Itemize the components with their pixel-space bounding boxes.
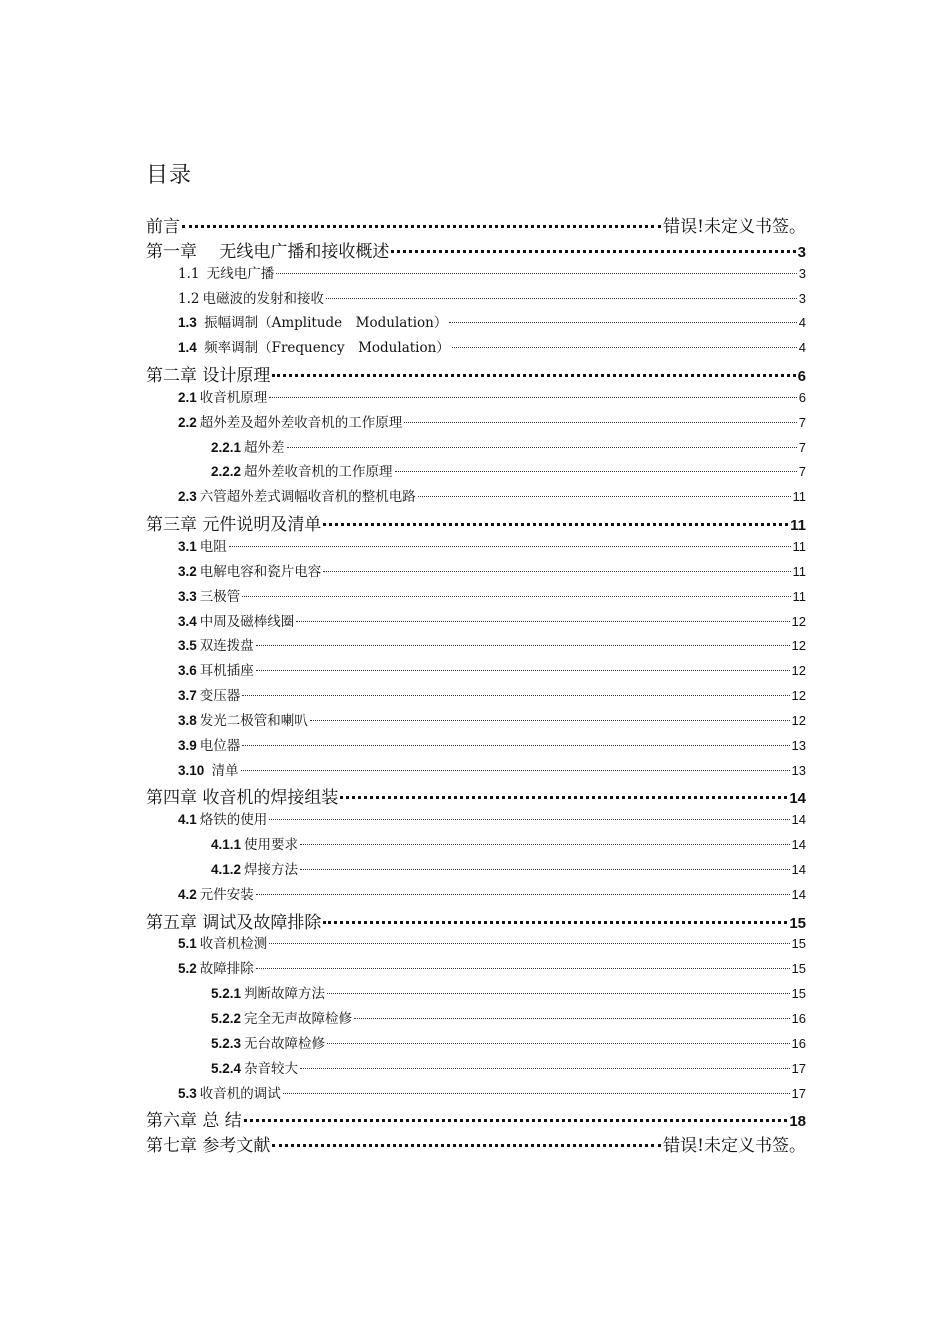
toc-entry-label — [146, 510, 321, 535]
toc-entry-number: 3.2 — [178, 563, 197, 579]
dot-leader — [272, 374, 795, 377]
toc-entry-label — [178, 759, 239, 779]
toc-entry-text: 超外差及超外差收音机的工作原理 — [199, 414, 403, 431]
toc-entry-number: 4.1.2 — [211, 861, 242, 877]
dot-leader — [244, 1119, 788, 1122]
toc-entry-text: 发光二极管和喇叭 — [199, 712, 308, 729]
toc-entry-text: 第一章 无线电广播和接收概述 — [146, 241, 390, 262]
toc-page-number: 14 — [791, 861, 806, 877]
toc-page-number: 14 — [791, 837, 806, 853]
toc-entry-label — [146, 783, 338, 808]
table-of-contents — [146, 212, 806, 1156]
dot-leader — [229, 546, 791, 547]
toc-entry-label — [211, 460, 393, 480]
toc-section-entry[interactable] — [146, 808, 806, 833]
toc-entry-text: 完全无声故障检修 — [244, 1011, 353, 1027]
toc-section-entry[interactable] — [146, 759, 806, 784]
toc-section-entry[interactable] — [146, 585, 806, 610]
toc-page-number: 6 — [798, 389, 806, 405]
toc-entry-label — [178, 411, 402, 431]
toc-entry-number: 3.9 — [178, 737, 197, 753]
toc-page-number: 12 — [791, 688, 806, 704]
dot-leader — [182, 225, 661, 228]
toc-entry-label — [178, 883, 254, 903]
toc-subsection-entry[interactable] — [146, 460, 806, 485]
dot-leader — [300, 844, 790, 845]
toc-section-entry[interactable] — [146, 883, 806, 908]
dot-leader — [310, 720, 790, 721]
toc-entry-label — [178, 709, 308, 729]
dot-leader — [296, 621, 789, 622]
toc-entry-text: 烙铁的使用 — [199, 812, 268, 829]
toc-page-number: 16 — [791, 1035, 806, 1051]
toc-page-number: 17 — [791, 1060, 806, 1076]
toc-page-number: 12 — [791, 663, 806, 679]
toc-entry-label — [146, 212, 180, 237]
toc-page-number: 16 — [791, 1011, 806, 1026]
dot-leader — [323, 921, 787, 924]
dot-leader — [395, 471, 797, 472]
toc-entry-text: 前言 — [146, 217, 180, 237]
toc-section-entry[interactable] — [146, 287, 806, 312]
toc-entry-text: 振幅调制（Amplitude Modulation） — [199, 315, 448, 332]
toc-subsection-entry[interactable] — [146, 1032, 806, 1057]
dot-leader — [418, 496, 791, 497]
toc-entry-text: 无台故障检修 — [244, 1035, 326, 1052]
toc-entry-text: 故障排除 — [199, 961, 254, 978]
toc-entry-label — [178, 957, 254, 977]
dot-leader — [269, 943, 789, 944]
toc-entry-number: 2.1 — [178, 389, 197, 405]
toc-title-text: 目录 — [146, 163, 193, 188]
toc-page-number: 7 — [798, 464, 806, 480]
toc-subsection-entry[interactable] — [146, 982, 806, 1007]
toc-chapter-entry[interactable] — [146, 510, 806, 535]
toc-entry-text: 第六章 总 结 — [146, 1111, 242, 1132]
toc-entry-label — [178, 262, 274, 282]
toc-entry-text: 电解电容和瓷片电容 — [199, 563, 322, 580]
toc-entry-label — [211, 833, 298, 853]
toc-page-number: 11 — [792, 563, 806, 579]
toc-page-number: 错误!未定义书签。 — [663, 217, 806, 237]
toc-section-entry[interactable] — [146, 411, 806, 436]
toc-page-number: 6 — [797, 368, 806, 386]
toc-page-number: 14 — [791, 812, 806, 828]
toc-entry-text: 第五章 调试及故障排除 — [146, 912, 322, 933]
toc-page-number: 11 — [792, 489, 806, 505]
toc-entry-text: 电阻 — [199, 538, 227, 555]
toc-entry-text: 杂音较大 — [244, 1060, 299, 1077]
toc-chapter-entry[interactable] — [146, 361, 806, 386]
toc-entry-label — [146, 361, 270, 386]
dot-leader — [242, 745, 789, 746]
toc-page-number: 3 — [798, 265, 806, 281]
toc-entry-text: 判断故障方法 — [244, 986, 326, 1003]
dot-leader — [391, 250, 795, 253]
toc-entry-label — [178, 634, 254, 654]
toc-page-number: 14 — [789, 790, 806, 808]
toc-entry-number: 2.2.1 — [211, 439, 242, 455]
dot-leader — [354, 1018, 790, 1019]
toc-entry-number: 5.2.3 — [211, 1035, 242, 1051]
toc-entry-text: 第二章 设计原理 — [146, 366, 271, 387]
toc-entry-label — [146, 237, 389, 262]
toc-entry-label — [178, 336, 450, 356]
dot-leader — [269, 819, 789, 820]
toc-entry-text: 频率调制（Frequency Modulation） — [199, 340, 450, 357]
dot-leader — [323, 571, 790, 572]
toc-entry-text: 六管超外差式调幅收音机的整机电路 — [199, 489, 416, 506]
toc-entry-number: 4.1.1 — [211, 837, 242, 853]
toc-entry-number: 5.3 — [178, 1085, 197, 1101]
dot-leader — [242, 596, 790, 597]
toc-section-entry[interactable] — [146, 932, 806, 957]
toc-title — [146, 158, 192, 189]
toc-page-number: 7 — [798, 439, 806, 455]
toc-entry-label — [146, 1106, 242, 1131]
toc-section-entry[interactable] — [146, 684, 806, 709]
toc-page-number: 15 — [791, 986, 806, 1002]
toc-entry-number: 2.2.2 — [211, 464, 242, 480]
toc-page-number: 4 — [798, 340, 806, 356]
toc-section-entry[interactable] — [146, 957, 806, 982]
toc-entry-text: 第七章 参考文献 — [146, 1136, 271, 1157]
toc-page-number: 4 — [798, 315, 806, 331]
toc-page-number: 12 — [791, 613, 806, 629]
dot-leader — [256, 894, 790, 895]
toc-entry-label — [178, 659, 254, 679]
toc-entry-number: 3.6 — [178, 663, 197, 679]
toc-entry-label — [211, 982, 325, 1002]
toc-entry-number: 1.1 — [178, 265, 200, 282]
toc-section-entry[interactable] — [146, 1082, 806, 1107]
dot-leader — [276, 273, 796, 274]
toc-entry-label — [146, 1131, 270, 1156]
toc-section-entry[interactable] — [146, 734, 806, 759]
toc-page-number: 13 — [791, 737, 806, 753]
toc-entry-label — [178, 535, 227, 555]
toc-entry-number: 2.2 — [178, 414, 197, 430]
dot-leader — [452, 347, 797, 348]
toc-entry-text: 清单 — [207, 762, 239, 779]
toc-entry-label — [211, 1057, 298, 1077]
dot-leader — [287, 447, 797, 448]
toc-chapter-entry[interactable] — [146, 908, 806, 933]
toc-entry-number: 5.2.1 — [211, 986, 242, 1002]
toc-entry-text: 收音机检测 — [199, 936, 268, 953]
toc-entry-text: 收音机的调试 — [199, 1085, 281, 1102]
toc-chapter-entry[interactable] — [146, 1106, 806, 1131]
toc-section-entry[interactable] — [146, 311, 806, 336]
toc-page-number: 18 — [789, 1113, 806, 1131]
toc-section-entry[interactable] — [146, 634, 806, 659]
toc-page-number: 17 — [791, 1085, 806, 1101]
toc-page-number: 11 — [792, 588, 806, 604]
dot-leader — [449, 322, 796, 323]
toc-entry-number: 3.4 — [178, 613, 197, 629]
toc-entry-text: 第三章 元件说明及清单 — [146, 515, 322, 536]
dot-leader — [404, 422, 796, 423]
toc-page-number: 13 — [791, 762, 806, 778]
toc-entry-text: 电位器 — [199, 737, 241, 754]
toc-section-entry[interactable] — [146, 386, 806, 411]
toc-chapter-entry[interactable] — [146, 783, 806, 808]
dot-leader — [283, 1093, 790, 1094]
toc-page-number: 11 — [790, 517, 806, 535]
toc-entry-label — [178, 734, 240, 754]
toc-entry-label — [211, 858, 298, 878]
toc-entry-label — [211, 1032, 325, 1052]
toc-page-number: 11 — [792, 538, 806, 554]
toc-entry-number: 5.1 — [178, 936, 197, 952]
toc-subsection-entry[interactable] — [146, 1007, 806, 1032]
dot-leader — [340, 796, 787, 799]
toc-page-number: 12 — [791, 638, 806, 654]
toc-entry-label — [211, 436, 285, 456]
toc-entry-number: 1.4 — [178, 340, 197, 356]
toc-entry-text: 无线电广播 — [202, 265, 275, 282]
toc-entry-number: 3.5 — [178, 638, 197, 654]
toc-entry-text: 耳机插座 — [199, 663, 254, 680]
toc-entry-label — [178, 1082, 281, 1102]
toc-section-entry[interactable] — [146, 709, 806, 734]
toc-entry-text: 双连拨盘 — [199, 638, 254, 655]
toc-subsection-entry[interactable] — [146, 833, 806, 858]
toc-entry-text: 收音机原理 — [199, 389, 268, 406]
toc-entry-text: 焊接方法 — [244, 861, 299, 878]
toc-page-number: 7 — [798, 414, 806, 430]
toc-page-number: 错误!未定义书签。 — [663, 1136, 806, 1157]
toc-entry-text: 电磁波的发射和接收 — [202, 290, 324, 307]
dot-leader — [327, 1043, 790, 1044]
toc-section-entry[interactable] — [146, 535, 806, 560]
dot-leader — [300, 1068, 790, 1069]
dot-leader — [300, 869, 790, 870]
toc-section-entry[interactable] — [146, 336, 806, 361]
toc-entry-label — [178, 932, 267, 952]
dot-leader — [242, 695, 789, 696]
toc-entry-number: 3.7 — [178, 688, 197, 704]
toc-entry-label — [178, 585, 240, 605]
toc-section-entry[interactable] — [146, 659, 806, 684]
toc-entry-number: 4.1 — [178, 812, 197, 828]
toc-entry-text: 三极管 — [199, 588, 241, 605]
toc-section-entry[interactable] — [146, 610, 806, 635]
dot-leader — [327, 993, 790, 994]
dot-leader — [256, 645, 790, 646]
dot-leader — [272, 1144, 661, 1147]
toc-section-entry[interactable] — [146, 560, 806, 585]
toc-chapter-entry[interactable] — [146, 1131, 806, 1156]
toc-entry-label — [178, 386, 267, 406]
toc-page-number: 3 — [798, 290, 806, 306]
toc-entry-label — [178, 684, 240, 704]
toc-entry-label — [178, 485, 416, 505]
dot-leader — [323, 523, 788, 526]
toc-entry-number: 5.2 — [178, 961, 197, 977]
toc-page-number: 12 — [791, 712, 806, 728]
toc-entry-number: 3.1 — [178, 538, 197, 554]
toc-page-number: 15 — [791, 936, 806, 952]
toc-subsection-entry[interactable] — [146, 858, 806, 883]
toc-subsection-entry[interactable] — [146, 1057, 806, 1082]
toc-entry-label — [146, 908, 321, 933]
dot-leader — [326, 298, 797, 299]
toc-entry-number: 3.8 — [178, 712, 197, 728]
toc-entry-number: 1.3 — [178, 315, 197, 331]
dot-leader — [269, 397, 796, 398]
toc-page-number: 15 — [791, 961, 806, 977]
toc-entry-number: 2.3 — [178, 489, 197, 505]
toc-entry-number: 3.3 — [178, 588, 197, 604]
toc-entry-label — [178, 560, 321, 580]
toc-page-number: 3 — [797, 243, 806, 261]
toc-entry-text: 元件安装 — [199, 886, 254, 903]
toc-entry-number: 5.2.4 — [211, 1060, 242, 1076]
toc-chapter-entry[interactable] — [146, 212, 806, 237]
toc-entry-label — [178, 808, 267, 828]
toc-entry-label — [211, 1007, 352, 1027]
toc-section-entry[interactable] — [146, 485, 806, 510]
dot-leader — [256, 670, 790, 671]
toc-entry-text: 第四章 收音机的焊接组装 — [146, 788, 339, 809]
dot-leader — [256, 968, 790, 969]
toc-entry-text: 变压器 — [199, 688, 241, 705]
toc-entry-text: 超外差 — [244, 439, 285, 456]
dot-leader — [241, 770, 790, 771]
toc-page-number: 14 — [791, 886, 806, 902]
toc-entry-number: 5.2.2 — [211, 1011, 242, 1026]
toc-entry-text: 超外差收音机的工作原理 — [244, 464, 393, 481]
toc-page-number: 15 — [789, 914, 806, 932]
toc-section-entry[interactable] — [146, 262, 806, 287]
toc-subsection-entry[interactable] — [146, 436, 806, 461]
toc-entry-number: 1.2 — [178, 290, 200, 307]
toc-entry-text: 中周及磁棒线圈 — [199, 613, 295, 630]
toc-entry-label — [178, 610, 294, 630]
toc-entry-number: 3.10 — [178, 762, 205, 778]
toc-entry-label — [178, 311, 447, 331]
toc-entry-label — [178, 287, 324, 307]
toc-entry-text: 使用要求 — [244, 837, 299, 854]
toc-entry-number: 4.2 — [178, 886, 197, 902]
toc-chapter-entry[interactable] — [146, 237, 806, 262]
